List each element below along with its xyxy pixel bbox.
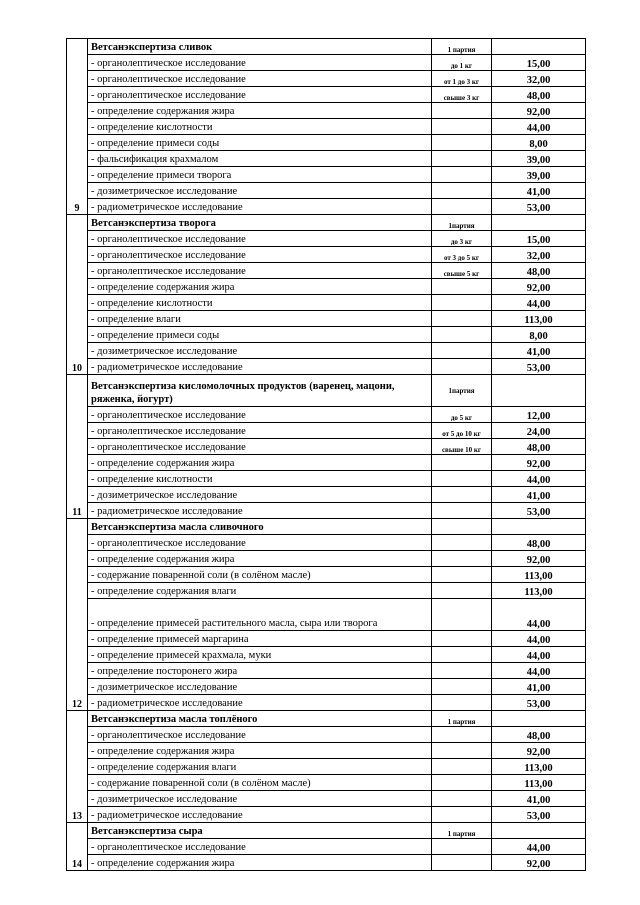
row-unit	[432, 759, 492, 775]
table-row	[67, 631, 586, 647]
row-unit	[432, 295, 492, 311]
row-service-name: - определение содержания жира	[88, 455, 432, 471]
section-number: 14	[67, 823, 88, 871]
section-number: 12	[67, 519, 88, 711]
row-price: 53,00	[492, 695, 586, 711]
row-unit	[432, 775, 492, 791]
table-row	[67, 839, 586, 855]
row-service-name: - радиометрическое исследование	[88, 359, 432, 375]
table-row	[67, 503, 586, 519]
table-row	[67, 791, 586, 807]
row-price: 41,00	[492, 791, 586, 807]
row-service-name: - определение примеси соды	[88, 327, 432, 343]
row-price: 8,00	[492, 135, 586, 151]
row-service-name: - определение примеси творога	[88, 167, 432, 183]
section-unit: 1 партия	[432, 711, 492, 727]
row-price: 32,00	[492, 71, 586, 87]
row-price: 48,00	[492, 263, 586, 279]
table-row	[67, 423, 586, 439]
table-row	[67, 247, 586, 263]
row-service-name: - дозиметрическое исследование	[88, 791, 432, 807]
section-price-empty	[492, 215, 586, 231]
row-unit: до 5 кг	[432, 407, 492, 423]
row-service-name: - фальсификация крахмалом	[88, 151, 432, 167]
row-unit	[432, 343, 492, 359]
row-unit	[432, 599, 492, 631]
row-service-name: - органолептическое исследование	[88, 423, 432, 439]
row-price: 12,00	[492, 407, 586, 423]
row-unit	[432, 631, 492, 647]
row-unit	[432, 807, 492, 823]
row-price: 15,00	[492, 231, 586, 247]
section-header-row	[67, 39, 586, 55]
row-unit	[432, 279, 492, 295]
row-service-name: - радиометрическое исследование	[88, 503, 432, 519]
row-service-name: - определение содержания влаги	[88, 759, 432, 775]
row-service-name: - определение влаги	[88, 311, 432, 327]
row-service-name: - органолептическое исследование	[88, 727, 432, 743]
table-row	[67, 663, 586, 679]
row-service-name: - дозиметрическое исследование	[88, 343, 432, 359]
row-unit	[432, 839, 492, 855]
row-price: 48,00	[492, 535, 586, 551]
section-header-row	[67, 823, 586, 839]
row-unit: свыше 5 кг	[432, 263, 492, 279]
row-service-name: - определение примесей крахмала, муки	[88, 647, 432, 663]
row-price: 32,00	[492, 247, 586, 263]
section-number: 10	[67, 215, 88, 375]
row-price: 44,00	[492, 471, 586, 487]
row-price: 41,00	[492, 183, 586, 199]
row-unit	[432, 663, 492, 679]
price-table	[66, 38, 586, 871]
row-service-name: - содержание поваренной соли (в солёном масле)	[88, 775, 432, 791]
section-price-empty	[492, 823, 586, 839]
table-row	[67, 727, 586, 743]
row-unit	[432, 503, 492, 519]
section-price-empty	[492, 39, 586, 55]
section-unit: 1партия	[432, 215, 492, 231]
table-row	[67, 567, 586, 583]
table-row	[67, 743, 586, 759]
row-price: 41,00	[492, 679, 586, 695]
row-price: 44,00	[492, 599, 586, 631]
table-row	[67, 775, 586, 791]
table-row	[67, 263, 586, 279]
row-service-name: - содержание поваренной соли (в солёном масле)	[88, 567, 432, 583]
row-unit	[432, 183, 492, 199]
row-service-name: - определение кислотности	[88, 471, 432, 487]
row-unit	[432, 855, 492, 871]
section-title: Ветсанэкспертиза кисломолочных продуктов (варенец, мацони, ряженка, йогурт)	[88, 375, 432, 407]
table-row	[67, 455, 586, 471]
row-unit	[432, 167, 492, 183]
section-header-row	[67, 375, 586, 407]
row-service-name: - определение посторонего жира	[88, 663, 432, 679]
row-unit	[432, 311, 492, 327]
row-price: 15,00	[492, 55, 586, 71]
table-row	[67, 183, 586, 199]
row-unit	[432, 151, 492, 167]
row-unit	[432, 455, 492, 471]
table-row	[67, 855, 586, 871]
section-title: Ветсанэкспертиза творога	[88, 215, 432, 231]
row-unit	[432, 535, 492, 551]
row-unit	[432, 791, 492, 807]
row-price: 39,00	[492, 167, 586, 183]
section-unit: 1 партия	[432, 39, 492, 55]
table-row	[67, 71, 586, 87]
row-unit	[432, 135, 492, 151]
row-service-name: - органолептическое исследование	[88, 263, 432, 279]
table-row	[67, 295, 586, 311]
row-unit	[432, 567, 492, 583]
row-service-name: - органолептическое исследование	[88, 87, 432, 103]
row-unit	[432, 359, 492, 375]
section-header-row	[67, 519, 586, 535]
row-unit	[432, 551, 492, 567]
section-price-empty	[492, 711, 586, 727]
row-service-name: - определение содержания жира	[88, 279, 432, 295]
row-price: 92,00	[492, 855, 586, 871]
section-unit: 1 партия	[432, 823, 492, 839]
table-row	[67, 167, 586, 183]
section-number: 9	[67, 39, 88, 215]
row-service-name: - радиометрическое исследование	[88, 807, 432, 823]
row-price: 113,00	[492, 775, 586, 791]
table-row	[67, 231, 586, 247]
row-unit: от 3 до 5 кг	[432, 247, 492, 263]
table-row	[67, 199, 586, 215]
table-row	[67, 407, 586, 423]
row-service-name: - органолептическое исследование	[88, 55, 432, 71]
row-price: 44,00	[492, 631, 586, 647]
row-price: 8,00	[492, 327, 586, 343]
section-unit	[432, 519, 492, 535]
row-unit	[432, 103, 492, 119]
row-unit: до 1 кг	[432, 55, 492, 71]
table-row	[67, 551, 586, 567]
section-title: Ветсанэкспертиза масла сливочного	[88, 519, 432, 535]
row-price: 113,00	[492, 567, 586, 583]
row-unit	[432, 727, 492, 743]
table-row	[67, 327, 586, 343]
row-unit	[432, 119, 492, 135]
row-price: 48,00	[492, 727, 586, 743]
table-row	[67, 87, 586, 103]
table-row	[67, 343, 586, 359]
row-service-name: - определение кислотности	[88, 295, 432, 311]
row-price: 44,00	[492, 839, 586, 855]
table-row	[67, 695, 586, 711]
table-row	[67, 439, 586, 455]
row-unit: от 1 до 3 кг	[432, 71, 492, 87]
row-service-name: - определение кислотности	[88, 119, 432, 135]
section-number: 13	[67, 711, 88, 823]
row-unit: свыше 10 кг	[432, 439, 492, 455]
table-row	[67, 135, 586, 151]
row-unit	[432, 743, 492, 759]
row-service-name: - органолептическое исследование	[88, 247, 432, 263]
table-row	[67, 119, 586, 135]
price-table-body	[67, 39, 586, 871]
row-service-name: - дозиметрическое исследование	[88, 183, 432, 199]
row-service-name: - дозиметрическое исследование	[88, 679, 432, 695]
row-service-name: - определение примесей растительного масла, сыра или творога	[88, 599, 432, 631]
row-service-name: - определение примесей маргарина	[88, 631, 432, 647]
row-price: 113,00	[492, 311, 586, 327]
row-price: 44,00	[492, 119, 586, 135]
row-service-name: - органолептическое исследование	[88, 231, 432, 247]
row-service-name: - дозиметрическое исследование	[88, 487, 432, 503]
row-price: 92,00	[492, 103, 586, 119]
row-price: 53,00	[492, 359, 586, 375]
row-price: 44,00	[492, 663, 586, 679]
row-unit: от 5 до 10 кг	[432, 423, 492, 439]
section-title: Ветсанэкспертиза сыра	[88, 823, 432, 839]
row-unit	[432, 583, 492, 599]
row-service-name: - определение содержания влаги	[88, 583, 432, 599]
row-price: 53,00	[492, 807, 586, 823]
row-service-name: - органолептическое исследование	[88, 407, 432, 423]
table-row	[67, 535, 586, 551]
section-price-empty	[492, 375, 586, 407]
row-price: 92,00	[492, 551, 586, 567]
row-price: 92,00	[492, 279, 586, 295]
table-row	[67, 583, 586, 599]
table-row	[67, 55, 586, 71]
row-unit	[432, 695, 492, 711]
row-service-name: - органолептическое исследование	[88, 439, 432, 455]
row-price: 39,00	[492, 151, 586, 167]
section-header-row	[67, 215, 586, 231]
row-service-name: - определение содержания жира	[88, 551, 432, 567]
row-unit	[432, 327, 492, 343]
table-row	[67, 311, 586, 327]
row-price: 53,00	[492, 503, 586, 519]
table-row	[67, 359, 586, 375]
row-unit: свыше 3 кг	[432, 87, 492, 103]
row-service-name: - определение содержания жира	[88, 103, 432, 119]
row-price: 44,00	[492, 295, 586, 311]
row-price: 53,00	[492, 199, 586, 215]
row-unit	[432, 487, 492, 503]
row-price: 48,00	[492, 439, 586, 455]
row-service-name: - определение примеси соды	[88, 135, 432, 151]
table-row	[67, 151, 586, 167]
section-unit: 1партия	[432, 375, 492, 407]
row-service-name: - радиометрическое исследование	[88, 695, 432, 711]
row-service-name: - органолептическое исследование	[88, 535, 432, 551]
row-service-name: - органолептическое исследование	[88, 71, 432, 87]
row-service-name: - органолептическое исследование	[88, 839, 432, 855]
row-unit: до 3 кг	[432, 231, 492, 247]
table-row	[67, 647, 586, 663]
row-unit	[432, 679, 492, 695]
table-row	[67, 471, 586, 487]
row-unit	[432, 199, 492, 215]
row-price: 92,00	[492, 743, 586, 759]
row-unit	[432, 471, 492, 487]
table-row	[67, 103, 586, 119]
row-price: 24,00	[492, 423, 586, 439]
row-price: 92,00	[492, 455, 586, 471]
row-unit	[432, 647, 492, 663]
table-row	[67, 807, 586, 823]
table-row	[67, 279, 586, 295]
row-price: 41,00	[492, 487, 586, 503]
row-price: 44,00	[492, 647, 586, 663]
section-title: Ветсанэкспертиза сливок	[88, 39, 432, 55]
row-price: 41,00	[492, 343, 586, 359]
section-price-empty	[492, 519, 586, 535]
section-header-row	[67, 711, 586, 727]
table-row	[67, 759, 586, 775]
row-price: 113,00	[492, 583, 586, 599]
section-number: 11	[67, 375, 88, 519]
row-service-name: - определение содержания жира	[88, 743, 432, 759]
table-row	[67, 487, 586, 503]
table-row	[67, 679, 586, 695]
row-service-name: - определение содержания жира	[88, 855, 432, 871]
row-service-name: - радиометрическое исследование	[88, 199, 432, 215]
row-price: 48,00	[492, 87, 586, 103]
row-price: 113,00	[492, 759, 586, 775]
section-title: Ветсанэкспертиза масла топлёного	[88, 711, 432, 727]
table-row	[67, 599, 586, 631]
